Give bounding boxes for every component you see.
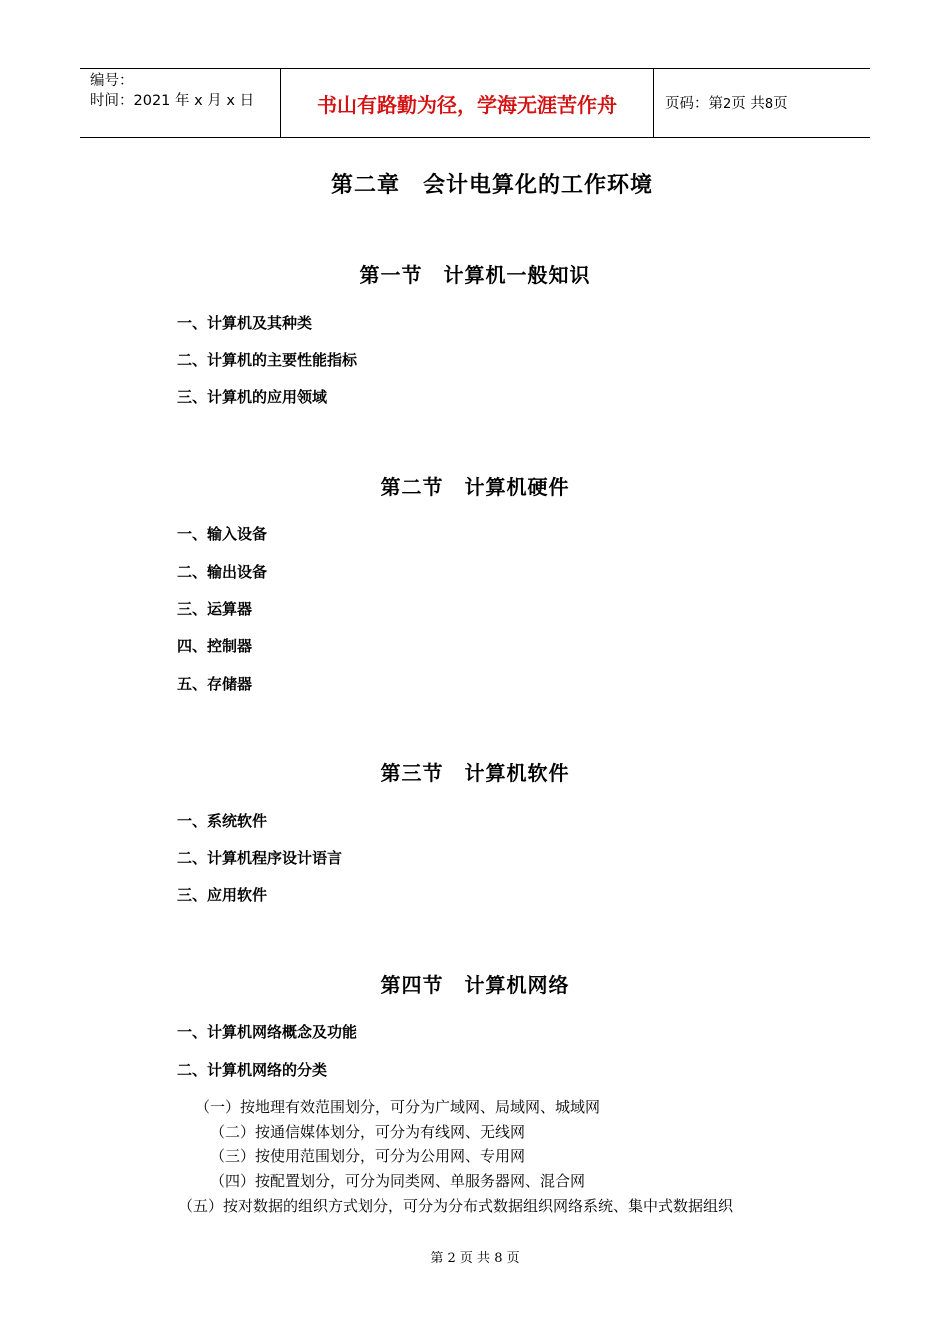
- time-label: 时间：2021 年 x 月 x 日: [90, 93, 255, 109]
- list-item: 二、计算机网络的分类: [177, 1061, 328, 1079]
- list-item: 一、输入设备: [177, 525, 268, 543]
- sub-item: （三）按使用范围划分，可分为公用网、专用网: [210, 1147, 526, 1165]
- list-item: 二、计算机的主要性能指标: [177, 351, 358, 369]
- page-total: 8: [764, 97, 774, 112]
- sub-item: （二）按通信媒体划分，可分为有线网、无线网: [210, 1123, 526, 1141]
- sub-item: （一）按地理有效范围划分，可分为广域网、局域网、城域网: [195, 1098, 601, 1116]
- header-meta: [90, 71, 254, 111]
- list-item: 一、系统软件: [177, 812, 268, 830]
- list-item: 一、计算机网络概念及功能: [177, 1023, 358, 1041]
- list-item: 三、应用软件: [177, 886, 268, 904]
- sub-item: （四）按配置划分，可分为同类网、单服务器网、混合网: [210, 1172, 586, 1190]
- header-page-info: [665, 69, 788, 137]
- page-mid: 页 共: [731, 96, 765, 112]
- header-divider: [653, 69, 654, 137]
- page-prefix: 页码：第: [665, 96, 723, 112]
- list-item: 二、计算机程序设计语言: [177, 849, 343, 867]
- section-title: 第一节 计算机一般知识: [359, 263, 591, 287]
- list-item: 一、计算机及其种类: [177, 314, 313, 332]
- section-title: 第三节 计算机软件: [380, 761, 570, 785]
- page-header: [80, 68, 870, 138]
- section-title: 第四节 计算机网络: [380, 973, 570, 997]
- list-item: 三、计算机的应用领域: [177, 388, 328, 406]
- list-item: 三、运算器: [177, 600, 253, 618]
- list-item: 五、存储器: [177, 675, 253, 693]
- code-label: 编号：: [90, 73, 134, 89]
- page-footer: 第 2 页 共 8 页: [430, 1251, 520, 1266]
- list-item: 二、输出设备: [177, 563, 268, 581]
- page-current: 2: [723, 97, 732, 112]
- list-item: 四、控制器: [177, 637, 253, 655]
- sub-item: （五）按对数据的组织方式划分，可分为分布式数据组织网络系统、集中式数据组织: [178, 1197, 734, 1215]
- page-suffix: 页: [773, 96, 788, 112]
- chapter-title: 第二章 会计电算化的工作环境: [330, 173, 653, 198]
- header-motto: 书山有路勤为径，学海无涯苦作舟: [317, 93, 617, 117]
- section-title: 第二节 计算机硬件: [380, 475, 570, 499]
